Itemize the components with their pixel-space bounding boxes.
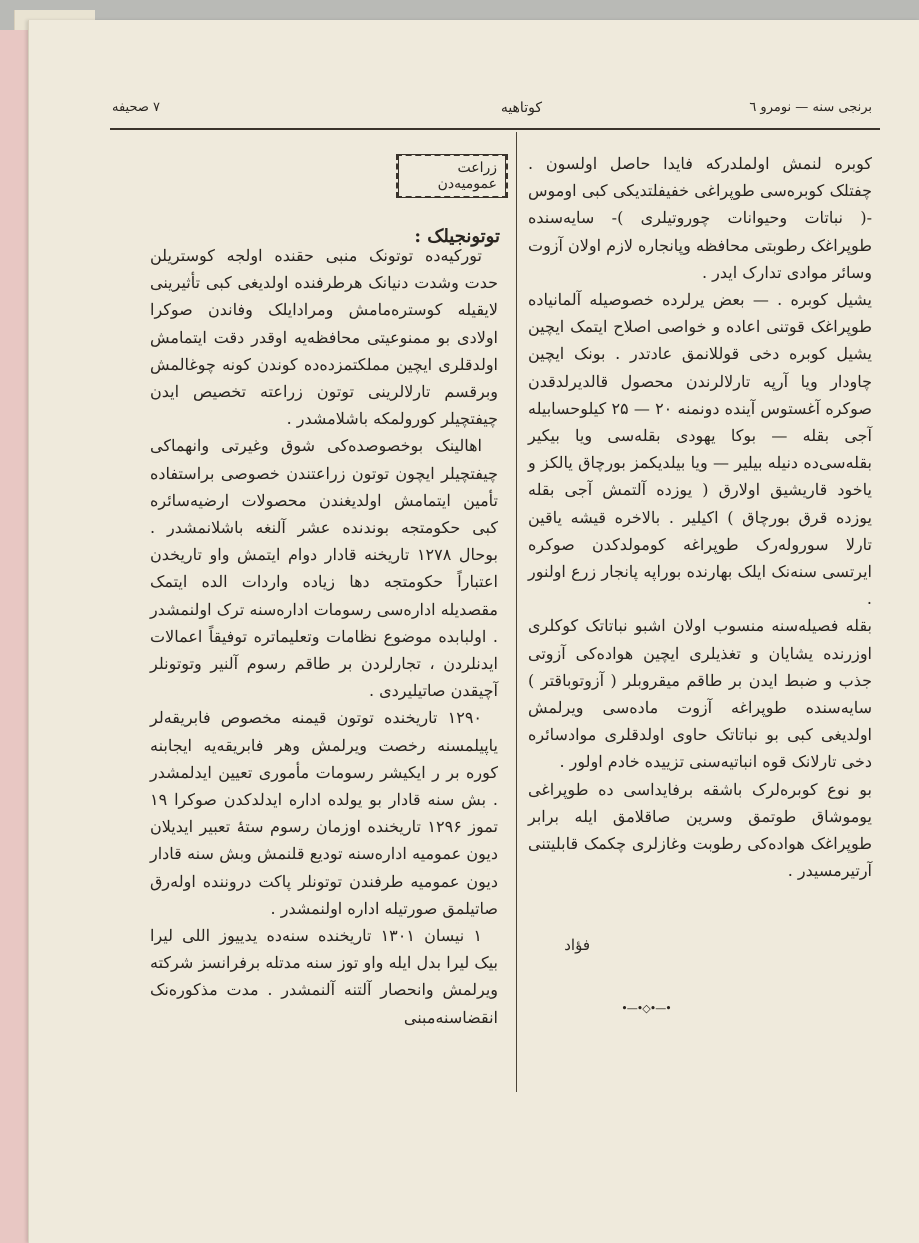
paragraph: یشیل کوبره . — بعض یرلرده خصوصیله آلمانیاده طوپراغک قوتنی اعاده و خواصی اصلاح ایتمک ایچین یشیل کوبره دخی قوللانمق عادتدر . بونک ایچین چاودار ویا آرپه تارلالرندن محصول قالدیرلدقدن صوکره آغستوس آینده دونمنه ۲۰ — ۲۵ کیلوحسابیله آجی بقله — بوکا یهودی بقله‌سی ویا بیکیر بقله‌سی‌ده دنیله بیلیر — ویا بیلدیکمز بورچاق یالکز و یاخود قاریشیق اولارق ( یوزده آلتمش آجی بقله یوزده قرق بورچاق ) اکیلیر . بالاخره قیشه یاقین تارلا سوروله‌رک طوپراغه کومولدکدن صوکره ایرتسی سنه‌نک ایلک بهارنده بوراپه پانجار زرع اولنور . — [528, 290, 873, 609]
paragraph: ۱۲۹۰ تاریخنده توتون قیمنه مخصوص فابریقه‌لر یاپیلمسنه رخصت ویرلمش وهر فابریقه‌یه ایجابنه کوره بر ر ایکیشر رسومات مأموری تعیین ایدلمشدر . بش سنه قادار بو یولده اداره ایدلدکدن صوکرا ۱۹ تموز ۱۲۹۶ تاریخنده اوزمان رسوم ستهٔ تعبیر ایدیلان دیون عمومیه اداره‌سنه تودیع قلنمش وبش سنه قادار دیون عمومیه طرفندن توتونلر پاکت دروننده اوله‌رق صاتیلمق صورتیله اداره اولنمشدر . — [150, 708, 499, 918]
paragraph: کوبره لنمش اولملدرکه فایدا حاصل اولسون . چفتلک کوبره‌سی طوپراغی خفیفلتدیکی کبی اوموس -( نباتات وحیوانات چوروتیلری )- سایه‌سنده طوپراغک رطوبتی محافظه وپانجاره لازم اولان آزوت وسائر موادی تدارک ایدر . — [528, 154, 872, 282]
series-issue: برنجی سنه — نومرو ٦ — [749, 100, 872, 115]
section-title-box — [396, 154, 508, 198]
column-divider — [516, 132, 517, 1092]
left-column — [150, 242, 498, 1031]
end-ornament: •—•◇•—• — [621, 1002, 671, 1015]
header-rule — [110, 128, 880, 130]
right-column — [528, 150, 872, 884]
paragraph: اهالینک بوخصوصده‌کی شوق وغیرتی وانهماکی چیفتچیلر ایچون توتون زراعتندن خصوصی براستفاده تأمین ایتمامش اولدیغندن محصولات ارضیه‌سائره کبی حکومتجه بوندنده عشر آلنغه باشلانمشدر . بوحال ۱۲۷۸ تاریخنه قادار دوام ایتمش واو تاریخدن اعتباراً حکومتجه دها زیاده واردات الده ایتمک مقصدیله اداره‌سی رسومات اداره‌سنه ترک اولنمشدر . اولبابده موضوع نظامات وتعلیماتره توفیقاً اعمالات ایدنلردن ، تجارلردن بر طاقم رسوم آلنیر وتوتونلر آچیقدن صاتیلیردی . — [150, 436, 498, 701]
page-number: ٧ صحیفه — [112, 100, 161, 115]
paragraph: ۱ نیسان ۱۳۰۱ تاریخنده سنه‌ده یدییوز اللی لیرا بیک لیرا بدل ایله واو توز سنه مدتله برفرانسز شرکته ویرلمش وانحصار آلتنه آلنمشدر . مدت مذکوره‌نک انقضاسنه‌مبنی — [150, 926, 498, 1027]
paragraph: بقله فصیله‌سنه منسوب اولان اشبو نباتاتک کوکلری اوزرنده یشایان و تغذیلری ایچین هواده‌کی آزوتی جذب و ضبط ایدن بر طاقم میقروبلر ( آزوتوباقتر ) سایه‌سنده طوپراغه آزوت ماده‌سی ویرلمش اولدیغی کبی بو نباتاتک حاوی اولدقلری موادسائره دخی تارلانک قوه انباتیه‌سنی تزییده خادم اولور . — [528, 616, 872, 772]
paragraph: بو نوع کوبره‌لرک باشقه برفایداسی ده طوپراغی یوموشاق طوتمق وسرین صاقلامق ایله برابر طوپراغک هواده‌کی رطوبت وغازلری چکمک قابلیتنی آرتیرمسیدر . — [528, 779, 872, 881]
author-signature: فؤاد — [564, 936, 590, 954]
paragraph: تورکیه‌ده توتونک منبی حقنده اولجه کوستریلن حدت وشدت دنیانک هرطرفنده اولدیغی کبی تأثیرینی لایقیله کوستره‌مامش ومرادایلک وفاندن صوکرا اولادی بو ممنوعیتی محافظه‌یه اوقدر دقت ایتمامش اولدقلری ایچین مملکتمزده‌ده کوندن کونه چوغالمش وبرقسم تارلالرینی توتون زراعته تخصیص ایدن چیفتچیلر کورولمکه باشلامشدر . — [150, 246, 498, 429]
newspaper-name: کوتاهیه — [500, 100, 542, 116]
section-title: زراعت عمومیه‌دن — [398, 154, 506, 198]
page-header — [112, 94, 872, 128]
article-subheading: توتونجیلک : — [414, 226, 500, 247]
